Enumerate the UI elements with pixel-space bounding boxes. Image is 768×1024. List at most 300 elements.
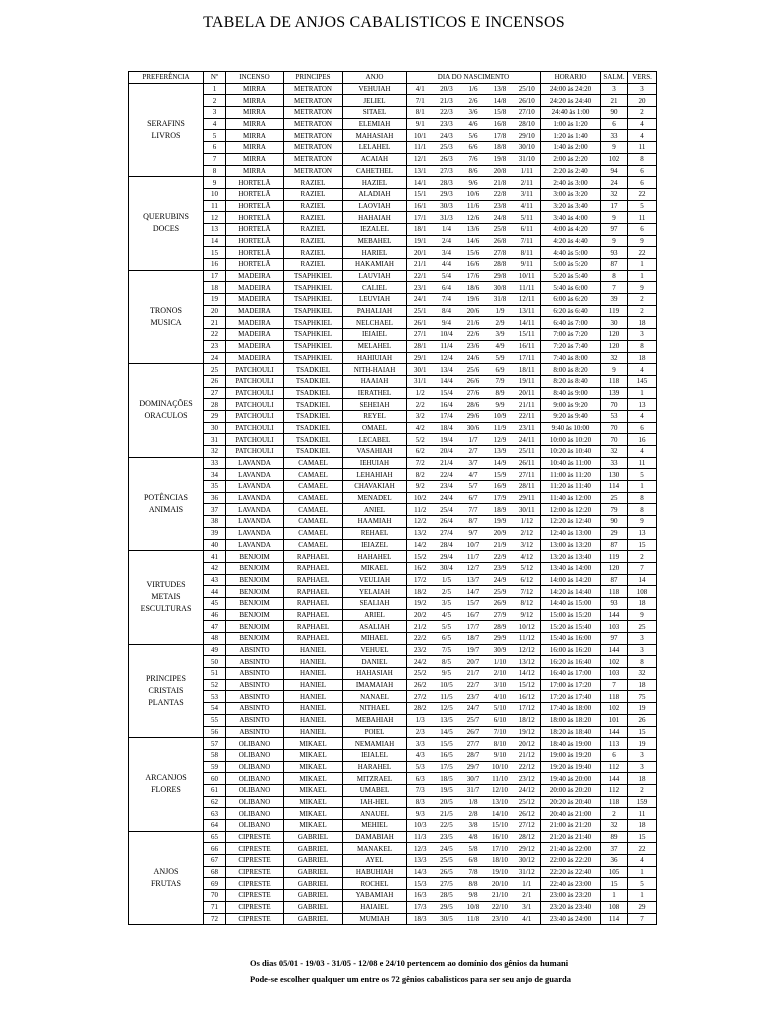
principe-cell: METRATON: [284, 83, 343, 95]
salm-cell: 2: [601, 808, 628, 820]
dia3-cell: 23/6: [460, 340, 487, 352]
principe-cell: CAMAEL: [284, 527, 343, 539]
anjo-cell: MIKAEL: [343, 562, 407, 574]
dia2-cell: 23/4: [434, 481, 460, 493]
dia2-cell: 29/5: [434, 901, 460, 913]
dia3-cell: 4/8: [460, 831, 487, 843]
principe-cell: MIKAEL: [284, 773, 343, 785]
anjo-cell: ANAUEL: [343, 808, 407, 820]
incenso-cell: LAVANDA: [226, 457, 284, 469]
dia1-cell: 27/1: [407, 329, 434, 341]
principe-cell: METRATON: [284, 165, 343, 177]
dia5-cell: 25/11: [514, 446, 541, 458]
dia3-cell: 9/7: [460, 527, 487, 539]
vers-cell: 6: [628, 177, 657, 189]
dia2-cell: 5/5: [434, 621, 460, 633]
dia4-cell: 6/10: [487, 714, 514, 726]
dia3-cell: 30/6: [460, 422, 487, 434]
dia3-cell: 29/6: [460, 410, 487, 422]
anjo-cell: MEBAHIAH: [343, 714, 407, 726]
horario-cell: 3:40 às 4:00: [541, 212, 601, 224]
dia3-cell: 4/7: [460, 469, 487, 481]
num-cell: 23: [204, 340, 226, 352]
incenso-cell: PATCHOULI: [226, 422, 284, 434]
principe-cell: MIKAEL: [284, 749, 343, 761]
salm-cell: 90: [601, 516, 628, 528]
principe-cell: TSADKIEL: [284, 399, 343, 411]
num-cell: 30: [204, 422, 226, 434]
vers-cell: 15: [628, 539, 657, 551]
table-row: [129, 317, 657, 329]
principe-cell: RAPHAEL: [284, 551, 343, 563]
dia1-cell: 5/3: [407, 761, 434, 773]
dia1-cell: 11/1: [407, 142, 434, 154]
dia1-cell: 12/3: [407, 843, 434, 855]
dia3-cell: 17/7: [460, 621, 487, 633]
incenso-cell: ABSINTO: [226, 656, 284, 668]
dia4-cell: 2/9: [487, 317, 514, 329]
dia4-cell: 17/8: [487, 130, 514, 142]
header-vers: VERS.: [628, 72, 657, 84]
anjo-cell: ELEMIAH: [343, 118, 407, 130]
table-row: [129, 901, 657, 913]
dia2-cell: 30/4: [434, 562, 460, 574]
horario-cell: 22:20 às 22:40: [541, 866, 601, 878]
table-row: [129, 808, 657, 820]
table-row: [129, 282, 657, 294]
salm-cell: 39: [601, 294, 628, 306]
preferencia-label: ANJOS: [153, 866, 179, 876]
dia1-cell: 13/1: [407, 165, 434, 177]
num-cell: 27: [204, 387, 226, 399]
dia5-cell: 31/12: [514, 866, 541, 878]
preferencia-label: ORACULOS: [144, 411, 188, 421]
dia2-cell: 14/4: [434, 375, 460, 387]
dia4-cell: 19/8: [487, 153, 514, 165]
dia5-cell: 6/11: [514, 223, 541, 235]
principe-cell: RAPHAEL: [284, 621, 343, 633]
vers-cell: 9: [628, 516, 657, 528]
incenso-cell: OLIBANO: [226, 749, 284, 761]
horario-cell: 23:40 às 24:00: [541, 913, 601, 925]
principe-cell: RAZIEL: [284, 188, 343, 200]
horario-cell: 21:40 às 22:00: [541, 843, 601, 855]
dia3-cell: 25/7: [460, 714, 487, 726]
num-cell: 43: [204, 574, 226, 586]
dia5-cell: 3/11: [514, 188, 541, 200]
table-row: [129, 679, 657, 691]
horario-cell: 23:20 às 23:40: [541, 901, 601, 913]
salm-cell: 32: [601, 352, 628, 364]
principe-cell: METRATON: [284, 107, 343, 119]
preferencia-label: POTÊNCIAS: [143, 492, 188, 502]
dia3-cell: 14/7: [460, 586, 487, 598]
principe-cell: RAPHAEL: [284, 597, 343, 609]
dia4-cell: 12/10: [487, 784, 514, 796]
vers-cell: 75: [628, 691, 657, 703]
dia5-cell: 24/11: [514, 434, 541, 446]
dia4-cell: 10/9: [487, 410, 514, 422]
preferencia-cell: [129, 644, 204, 738]
vers-cell: 22: [628, 843, 657, 855]
table-row: [129, 200, 657, 212]
salm-cell: 144: [601, 726, 628, 738]
horario-cell: 8:00 às 8:20: [541, 364, 601, 376]
dia5-cell: 2/1: [514, 890, 541, 902]
dia1-cell: 22/1: [407, 270, 434, 282]
dia5-cell: 17/12: [514, 703, 541, 715]
principe-cell: RAPHAEL: [284, 574, 343, 586]
dia1-cell: 16/1: [407, 200, 434, 212]
dia2-cell: 20/5: [434, 796, 460, 808]
dia3-cell: 9/8: [460, 890, 487, 902]
horario-cell: 11:20 às 11:40: [541, 481, 601, 493]
dia1-cell: 25/1: [407, 305, 434, 317]
table-row: [129, 539, 657, 551]
dia4-cell: 26/8: [487, 235, 514, 247]
dia2-cell: 30/5: [434, 913, 460, 925]
table-row: [129, 749, 657, 761]
dia1-cell: 28/2: [407, 703, 434, 715]
dia5-cell: 27/12: [514, 820, 541, 832]
dia4-cell: 18/10: [487, 855, 514, 867]
anjo-cell: HARIEL: [343, 247, 407, 259]
dia5-cell: 28/12: [514, 831, 541, 843]
table-row: [129, 890, 657, 902]
num-cell: 60: [204, 773, 226, 785]
table-row: [129, 609, 657, 621]
preferencia-cell: [129, 738, 204, 832]
dia3-cell: 12/7: [460, 562, 487, 574]
anjo-cell: IEZALEL: [343, 223, 407, 235]
horario-cell: 15:40 às 16:00: [541, 633, 601, 645]
dia3-cell: 1/7: [460, 434, 487, 446]
dia1-cell: 25/2: [407, 668, 434, 680]
dia4-cell: 5/10: [487, 703, 514, 715]
dia3-cell: 5/7: [460, 481, 487, 493]
dia1-cell: 23/2: [407, 644, 434, 656]
dia5-cell: 30/11: [514, 504, 541, 516]
anjo-cell: SEALIAH: [343, 597, 407, 609]
num-cell: 70: [204, 890, 226, 902]
preferencia-label: FRUTAS: [150, 878, 182, 888]
anjo-cell: ROCHEL: [343, 878, 407, 890]
dia4-cell: 15/9: [487, 469, 514, 481]
dia2-cell: 27/4: [434, 527, 460, 539]
table-row: [129, 843, 657, 855]
horario-cell: 24:00 às 24:20: [541, 83, 601, 95]
dia4-cell: 30/9: [487, 644, 514, 656]
principe-cell: RAPHAEL: [284, 586, 343, 598]
dia5-cell: 26/12: [514, 808, 541, 820]
table-row: [129, 516, 657, 528]
preferencia-label: SERAFINS: [147, 118, 185, 128]
vers-cell: 22: [628, 188, 657, 200]
principe-cell: RAZIEL: [284, 200, 343, 212]
preferencia-cell: [129, 364, 204, 458]
anjo-cell: VEULIAH: [343, 574, 407, 586]
dia2-cell: 18/5: [434, 773, 460, 785]
num-cell: 19: [204, 294, 226, 306]
incenso-cell: BENJOIM: [226, 574, 284, 586]
horario-cell: 3:20 às 3:40: [541, 200, 601, 212]
dia1-cell: 14/2: [407, 539, 434, 551]
horario-cell: 24:40 às 1:00: [541, 107, 601, 119]
dia2-cell: 18/4: [434, 422, 460, 434]
principe-cell: CAMAEL: [284, 492, 343, 504]
table-row: [129, 130, 657, 142]
dia4-cell: 20/9: [487, 527, 514, 539]
dia1-cell: 16/2: [407, 562, 434, 574]
incenso-cell: ABSINTO: [226, 703, 284, 715]
dia3-cell: 15/6: [460, 247, 487, 259]
dia2-cell: 31/3: [434, 212, 460, 224]
incenso-cell: BENJOIM: [226, 597, 284, 609]
footnote-1: Os dias 05/01 - 19/03 - 31/05 - 12/08 e 24/10 pertencem ao domínio dos gênios da humani: [250, 958, 569, 968]
num-cell: 5: [204, 130, 226, 142]
dia3-cell: 6/7: [460, 492, 487, 504]
preferencia-label: PLANTAS: [148, 697, 184, 707]
incenso-cell: PATCHOULI: [226, 434, 284, 446]
incenso-cell: CIPRESTE: [226, 913, 284, 925]
dia5-cell: 11/11: [514, 282, 541, 294]
salm-cell: 119: [601, 551, 628, 563]
num-cell: 39: [204, 527, 226, 539]
anjo-cell: NITH-HAIAH: [343, 364, 407, 376]
anjo-cell: HABUHIAH: [343, 866, 407, 878]
salm-cell: 118: [601, 691, 628, 703]
dia5-cell: 13/12: [514, 656, 541, 668]
anjo-cell: UMABEL: [343, 784, 407, 796]
dia2-cell: 4/5: [434, 609, 460, 621]
dia2-cell: 5/4: [434, 270, 460, 282]
principe-cell: RAZIEL: [284, 235, 343, 247]
vers-cell: 11: [628, 142, 657, 154]
anjo-cell: IERATHEL: [343, 387, 407, 399]
dia2-cell: 19/5: [434, 784, 460, 796]
anjo-cell: MEBAHEL: [343, 235, 407, 247]
dia3-cell: 27/7: [460, 738, 487, 750]
dia1-cell: 17/3: [407, 901, 434, 913]
horario-cell: 7:20 às 7:40: [541, 340, 601, 352]
table-row: [129, 107, 657, 119]
anjo-cell: LECABEL: [343, 434, 407, 446]
table-row: [129, 621, 657, 633]
dia1-cell: 17/2: [407, 574, 434, 586]
table-row: [129, 691, 657, 703]
incenso-cell: MADEIRA: [226, 294, 284, 306]
dia5-cell: 29/10: [514, 130, 541, 142]
dia5-cell: 12/11: [514, 294, 541, 306]
dia1-cell: 2/3: [407, 726, 434, 738]
anjo-cell: HAIAIEL: [343, 901, 407, 913]
dia3-cell: 11/8: [460, 913, 487, 925]
anjo-cell: JELIEL: [343, 95, 407, 107]
horario-cell: 11:40 às 12:00: [541, 492, 601, 504]
dia1-cell: 19/1: [407, 235, 434, 247]
anjo-cell: MENADEL: [343, 492, 407, 504]
dia4-cell: 22/10: [487, 901, 514, 913]
vers-cell: 159: [628, 796, 657, 808]
num-cell: 9: [204, 177, 226, 189]
table-row: [129, 212, 657, 224]
incenso-cell: OLIBANO: [226, 773, 284, 785]
dia2-cell: 9/4: [434, 317, 460, 329]
dia1-cell: 1/3: [407, 714, 434, 726]
incenso-cell: LAVANDA: [226, 504, 284, 516]
dia2-cell: 11/4: [434, 340, 460, 352]
horario-cell: 21:20 às 21:40: [541, 831, 601, 843]
incenso-cell: MIRRA: [226, 83, 284, 95]
table-row: [129, 410, 657, 422]
dia5-cell: 14/12: [514, 668, 541, 680]
dia1-cell: 3/3: [407, 738, 434, 750]
principe-cell: RAZIEL: [284, 247, 343, 259]
dia5-cell: 16/11: [514, 340, 541, 352]
dia4-cell: 15/8: [487, 107, 514, 119]
horario-cell: 4:20 às 4:40: [541, 235, 601, 247]
horario-cell: 12:40 às 13:00: [541, 527, 601, 539]
dia1-cell: 2/2: [407, 399, 434, 411]
dia3-cell: 16/7: [460, 609, 487, 621]
principe-cell: RAZIEL: [284, 259, 343, 271]
dia1-cell: 3/2: [407, 410, 434, 422]
preferencia-label: MUSICA: [150, 317, 182, 327]
anjo-cell: YABAMIAH: [343, 890, 407, 902]
anjo-cell: POIEL: [343, 726, 407, 738]
incenso-cell: OLIBANO: [226, 784, 284, 796]
vers-cell: 15: [628, 726, 657, 738]
anjo-cell: MITZRAEL: [343, 773, 407, 785]
preferencia-label: DOCES: [152, 224, 180, 234]
dia1-cell: 31/1: [407, 375, 434, 387]
horario-cell: 24:20 às 24:40: [541, 95, 601, 107]
dia2-cell: 15/5: [434, 738, 460, 750]
num-cell: 12: [204, 212, 226, 224]
principe-cell: TSAPHKIEL: [284, 270, 343, 282]
dia3-cell: 8/7: [460, 516, 487, 528]
salm-cell: 103: [601, 668, 628, 680]
incenso-cell: HORTELÃ: [226, 177, 284, 189]
anjo-cell: VASAHIAH: [343, 446, 407, 458]
salm-cell: 89: [601, 831, 628, 843]
incenso-cell: CIPRESTE: [226, 831, 284, 843]
dia1-cell: 23/1: [407, 282, 434, 294]
anjo-cell: NEMAMIAH: [343, 738, 407, 750]
incenso-cell: BENJOIM: [226, 609, 284, 621]
anjo-cell: DAMABIAH: [343, 831, 407, 843]
vers-cell: 1: [628, 387, 657, 399]
incenso-cell: CIPRESTE: [226, 855, 284, 867]
num-cell: 46: [204, 609, 226, 621]
preferencia-cell: [129, 551, 204, 645]
dia5-cell: 20/11: [514, 387, 541, 399]
vers-cell: 11: [628, 457, 657, 469]
anjo-cell: NITHAEL: [343, 703, 407, 715]
principe-cell: MIKAEL: [284, 761, 343, 773]
header-row: [129, 72, 657, 84]
dia2-cell: 21/3: [434, 95, 460, 107]
num-cell: 50: [204, 656, 226, 668]
table-row: [129, 247, 657, 259]
preferencia-label: QUERUBINS: [143, 212, 189, 222]
dia1-cell: 9/3: [407, 808, 434, 820]
dia3-cell: 2/8: [460, 808, 487, 820]
dia1-cell: 9/1: [407, 118, 434, 130]
table-row: [129, 796, 657, 808]
salm-cell: 29: [601, 527, 628, 539]
dia4-cell: 3/10: [487, 679, 514, 691]
anjo-cell: LELAHEL: [343, 142, 407, 154]
principe-cell: TSAPHKIEL: [284, 317, 343, 329]
dia1-cell: 7/2: [407, 457, 434, 469]
salm-cell: 144: [601, 644, 628, 656]
table-row: [129, 434, 657, 446]
horario-cell: 21:00 às 21:20: [541, 820, 601, 832]
dia4-cell: 15/10: [487, 820, 514, 832]
horario-cell: 13:00 às 13:20: [541, 539, 601, 551]
salm-cell: 6: [601, 749, 628, 761]
horario-cell: 1:20 às 1:40: [541, 130, 601, 142]
horario-cell: 2:00 às 2:20: [541, 153, 601, 165]
vers-cell: 18: [628, 352, 657, 364]
dia2-cell: 23/3: [434, 118, 460, 130]
incenso-cell: PATCHOULI: [226, 399, 284, 411]
vers-cell: 25: [628, 621, 657, 633]
principe-cell: TSADKIEL: [284, 434, 343, 446]
dia1-cell: 24/2: [407, 656, 434, 668]
dia5-cell: 8/11: [514, 247, 541, 259]
num-cell: 37: [204, 504, 226, 516]
anjo-cell: HAAMIAH: [343, 516, 407, 528]
dia5-cell: 5/12: [514, 562, 541, 574]
dia5-cell: 29/11: [514, 492, 541, 504]
dia2-cell: 21/5: [434, 808, 460, 820]
horario-cell: 13:40 às 14:00: [541, 562, 601, 574]
dia1-cell: 1/2: [407, 387, 434, 399]
horario-cell: 5:20 às 5:40: [541, 270, 601, 282]
dia5-cell: 9/12: [514, 609, 541, 621]
table-row: [129, 270, 657, 282]
incenso-cell: MADEIRA: [226, 270, 284, 282]
dia5-cell: 21/11: [514, 399, 541, 411]
vers-cell: 3: [628, 633, 657, 645]
table-row: [129, 188, 657, 200]
salm-cell: 7: [601, 679, 628, 691]
dia2-cell: 15/4: [434, 387, 460, 399]
vers-cell: 4: [628, 855, 657, 867]
dia3-cell: 29/7: [460, 761, 487, 773]
dia5-cell: 26/11: [514, 457, 541, 469]
horario-cell: 16:20 às 16:40: [541, 656, 601, 668]
salm-cell: 120: [601, 340, 628, 352]
dia2-cell: 7/5: [434, 644, 460, 656]
dia3-cell: 18/7: [460, 633, 487, 645]
vers-cell: 7: [628, 562, 657, 574]
anjo-cell: HAAIAH: [343, 375, 407, 387]
preferencia-label: TRONOS: [149, 305, 182, 315]
table-row: [129, 773, 657, 785]
dia3-cell: 11/7: [460, 551, 487, 563]
dia4-cell: 23/10: [487, 913, 514, 925]
dia4-cell: 21/10: [487, 890, 514, 902]
dia3-cell: 5/8: [460, 843, 487, 855]
dia4-cell: 7/9: [487, 375, 514, 387]
dia4-cell: 8/10: [487, 738, 514, 750]
anjo-cell: MEHIEL: [343, 820, 407, 832]
vers-cell: 18: [628, 317, 657, 329]
dia4-cell: 24/8: [487, 212, 514, 224]
